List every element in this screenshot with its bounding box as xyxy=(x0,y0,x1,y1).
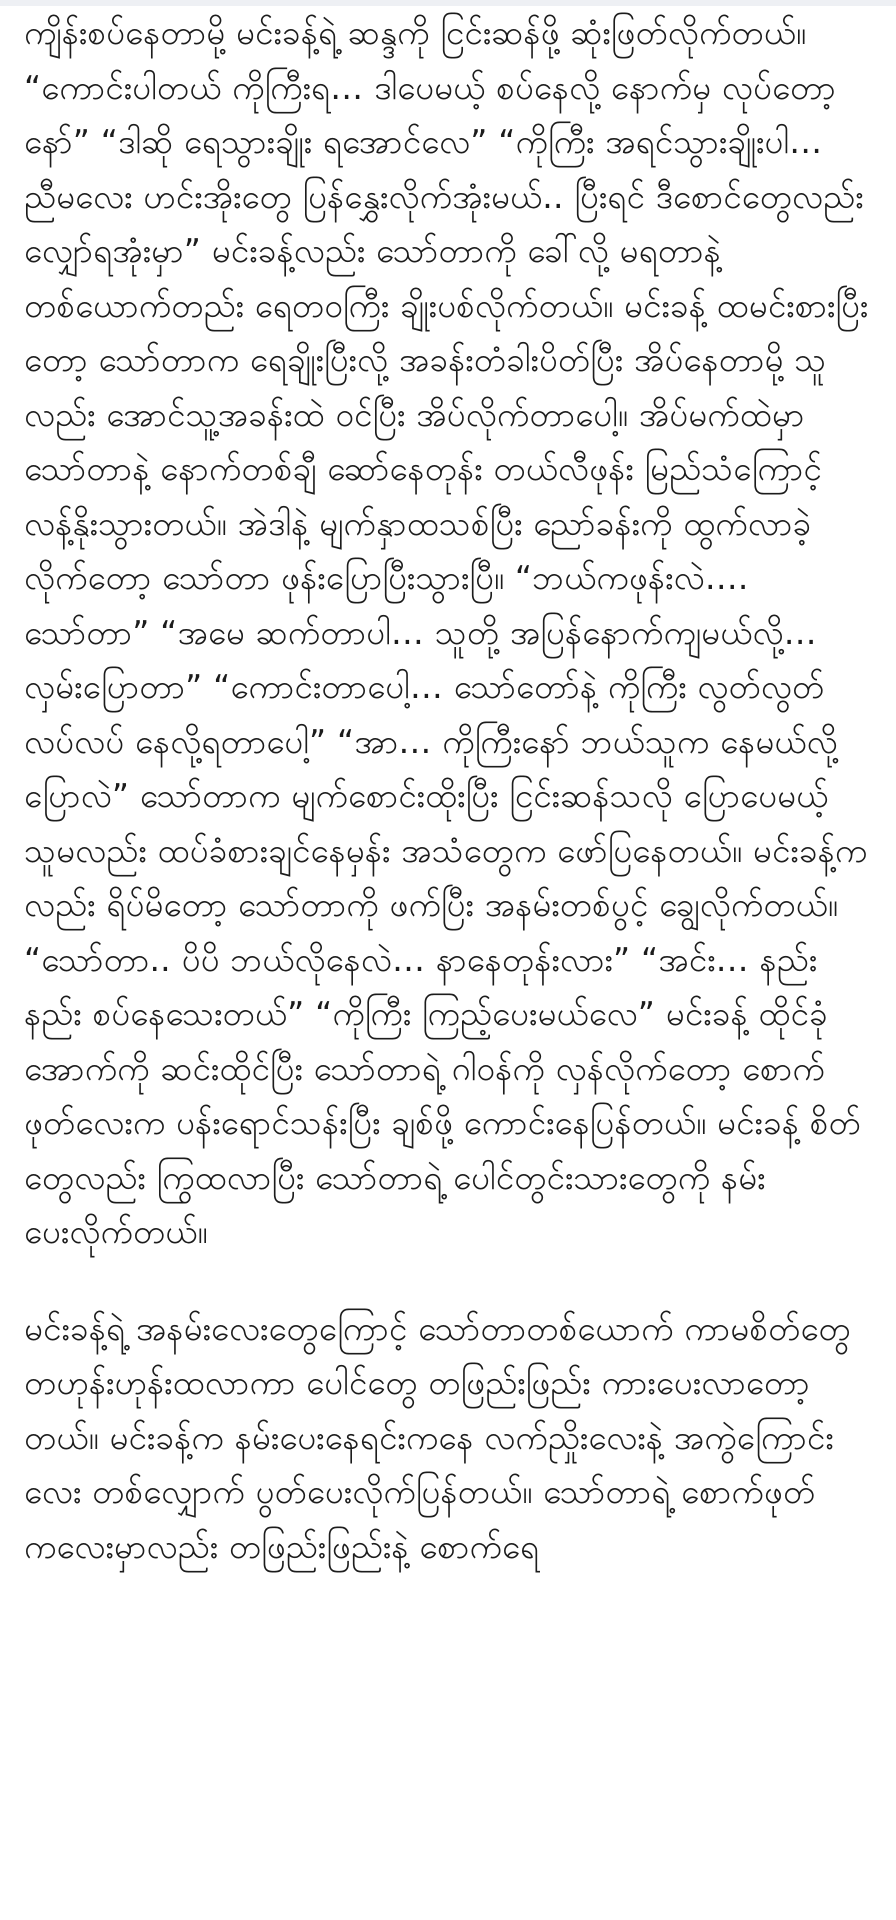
article-paragraph-1: ကျိန်းစပ်နေတာမို့ မင်းခန့်ရဲ့ ဆန္ဒကို ငြင်းဆန်ဖို့ ဆုံးဖြတ်လိုက်တယ်။ “ကောင်းပါတယ် ကိုကြီးရ… ဒါပေမယ့် စပ်နေလို့ နောက်မှ လုပ်တော့နော်” “ဒါဆို ရေသွားချိုး ရအောင်လေ” “ကိုကြီး အရင်သွားချိုးပါ… ညီမလေး ဟင်းအိုးတွေ ပြန်နွှေးလိုက်အုံးမယ်.. ပြီးရင် ဒီစောင်တွေလည်း လျှော်ရအုံးမှာ” မင်းခန့်လည်း သော်တာကို ခေါ်လို့ မရတာနဲ့ တစ်ယောက်တည်း ရေတဝကြီး ချိုးပစ်လိုက်တယ်။ မင်းခန့် ထမင်းစားပြီးတော့ သော်တာက ရေချိုးပြီးလို့ အခန်းတံခါးပိတ်ပြီး အိပ်နေတာမို့ သူလည်း အောင်သူ့အခန်းထဲ ဝင်ပြီး အိပ်လိုက်တာပေါ့။ အိပ်မက်ထဲမှာ သော်တာနဲ့ နောက်တစ်ချီ ဆော်နေတုန်း တယ်လီဖုန်း မြည်သံကြောင့် လန့်နိုးသွားတယ်။ အဲဒါနဲ့ မျက်နှာထသစ်ပြီး ညော်ခန်းကို ထွက်လာခဲ့လိုက်တော့ သော်တာ ဖုန်းပြောပြီးသွားပြီ။ “ဘယ်ကဖုန်းလဲ…. သော်တာ” “အမေ ဆက်တာပါ… သူတို့ အပြန်နောက်ကျမယ်လို့… လှမ်းပြောတာ” “ကောင်းတာပေါ့… သော်တော်နဲ့ ကိုကြီး လွတ်လွတ်လပ်လပ် နေလို့ရတာပေါ့” “အာ… ကိုကြီးနော် ဘယ်သူက နေမယ်လို့ ပြောလဲ” သော်တာက မျက်စောင်းထိုးပြီး ငြင်းဆန်သလို ပြောပေမယ့် သူမလည်း ထပ်ခံစားချင်နေမှန်း အသံတွေက ဖော်ပြနေတယ်။ မင်းခန့်ကလည်း ရိပ်မိတော့ သော်တာကို ဖက်ပြီး အနမ်းတစ်ပွင့် ချွေလိုက်တယ်။ “သော်တာ.. ပိပိ ဘယ်လိုနေလဲ… နာနေတုန်းလား” “အင်း… နည်းနည်း စပ်နေသေးတယ်” “ကိုကြီး ကြည့်ပေးမယ်လေ” မင်းခန့် ထိုင်ခုံအောက်ကို ဆင်းထိုင်ပြီး သော်တာရဲ့ ဂါဝန်ကို လှန်လိုက်တော့ စောက်ဖုတ်လေးက ပန်းရောင်သန်းပြီး ချစ်ဖို့ ကောင်းနေပြန်တယ်။ မင်းခန့် စိတ်တွေလည်း ကြွထလာပြီး သော်တာရဲ့ ပေါင်တွင်းသားတွေကို နမ်းပေးလိုက်တယ်။ xyxy=(24,13,869,1251)
article-paragraph-2: မင်းခန့်ရဲ့ အနမ်းလေးတွေကြောင့် သော်တာတစ်ယောက် ကာမစိတ်တွေ တဟုန်းဟုန်းထလာကာ ပေါင်တွေ တဖြည်းဖြည်း ကားပေးလာတော့တယ်။ မင်းခန့်က နမ်းပေးနေရင်းကနေ လက်ညှိုးလေးနဲ့ အကွဲကြောင်းလေး တစ်လျှောက် ပွတ်ပေးလိုက်ပြန်တယ်။ သော်တာရဲ့ စောက်ဖုတ်ကလေးမှာလည်း တဖြည်းဖြည်းနဲ့ စောက်ရေ xyxy=(24,1308,851,1566)
article-body xyxy=(24,6,872,1574)
